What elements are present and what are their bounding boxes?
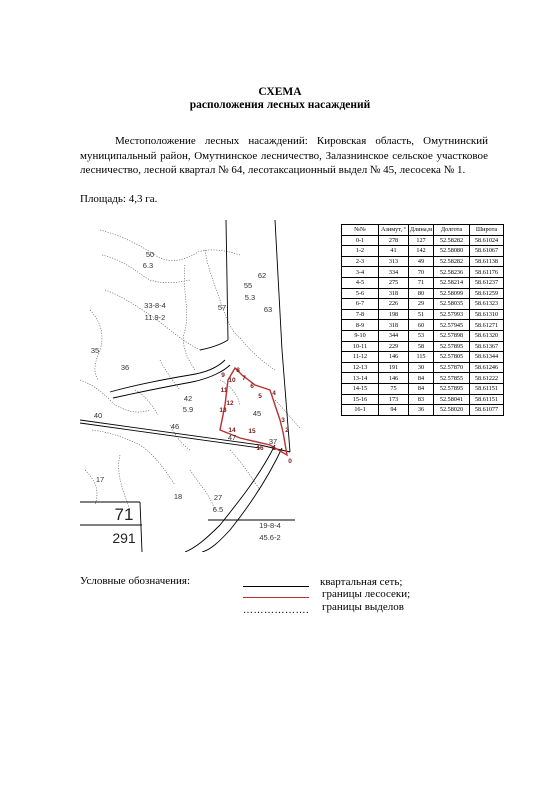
coordinates-table (341, 224, 504, 416)
cell-segment: 14-15 (342, 383, 379, 394)
table-row (342, 341, 504, 352)
table-body (342, 235, 504, 415)
map-label: 37 (268, 437, 278, 446)
map-label: 45 (252, 409, 262, 418)
cell-length: 84 (409, 383, 434, 394)
cell-segment: 10-11 (342, 341, 379, 352)
table-row (342, 267, 504, 278)
point-label: 15 (248, 428, 256, 435)
table-row (342, 277, 504, 288)
cell-latitude: 58.61323 (470, 299, 504, 310)
cell-longitude: 52.58035 (434, 299, 470, 310)
table-row (342, 299, 504, 310)
map-label: 46 (170, 422, 180, 431)
table-row (342, 362, 504, 373)
map-label: 57 (217, 303, 227, 312)
cell-azimuth: 146 (379, 373, 409, 384)
cell-segment: 15-16 (342, 394, 379, 405)
point-label: 1 (272, 445, 276, 452)
cell-latitude: 58.61246 (470, 362, 504, 373)
cell-azimuth: 344 (379, 330, 409, 341)
cell-azimuth: 275 (379, 277, 409, 288)
legend-division-boundary: границы выделов (322, 601, 404, 613)
table-row (342, 330, 504, 341)
map-label: 62 (257, 271, 267, 280)
cell-longitude: 52.58282 (434, 256, 470, 267)
map-label: 47 (227, 433, 237, 442)
cell-azimuth: 75 (379, 383, 409, 394)
cell-azimuth: 229 (379, 341, 409, 352)
header-longitude: Долгота (434, 225, 470, 236)
cell-latitude: 58.61222 (470, 373, 504, 384)
cell-latitude: 58.61367 (470, 341, 504, 352)
cell-longitude: 52.57895 (434, 383, 470, 394)
table-row (342, 352, 504, 363)
forest-plot-map (80, 220, 308, 552)
quarter-network (80, 220, 295, 552)
cell-azimuth: 334 (379, 267, 409, 278)
quarter-network-line-sample (243, 586, 309, 587)
cell-length: 84 (409, 373, 434, 384)
table-row (342, 246, 504, 257)
cell-azimuth: 198 (379, 309, 409, 320)
cell-latitude: 58.61151 (470, 394, 504, 405)
map-label: 27 (213, 493, 223, 502)
map-label: 18 (173, 492, 183, 501)
table-row (342, 256, 504, 267)
cell-longitude: 52.57895 (434, 341, 470, 352)
map-label: 40 (93, 411, 103, 420)
cell-azimuth: 318 (379, 320, 409, 331)
cell-longitude: 52.58214 (434, 277, 470, 288)
division-boundary-dots-sample: ………………. (243, 605, 309, 616)
cell-length: 30 (409, 362, 434, 373)
cell-latitude: 58.61259 (470, 288, 504, 299)
cell-longitude: 52.57805 (434, 352, 470, 363)
cell-length: 36 (409, 405, 434, 416)
table-row (342, 383, 504, 394)
point-label: 6 (250, 383, 254, 390)
cell-segment: 7-8 (342, 309, 379, 320)
map-label: 35 (90, 346, 100, 355)
cell-latitude: 58.61067 (470, 246, 504, 257)
point-label: 16 (256, 445, 264, 452)
cell-azimuth: 191 (379, 362, 409, 373)
map-label: 42 (183, 394, 193, 403)
map-label: 6.3 (142, 261, 154, 270)
map-label: 36 (120, 363, 130, 372)
cell-longitude: 52.58282 (434, 235, 470, 246)
map-label: 5.3 (244, 293, 256, 302)
quarter-area: 291 (112, 530, 136, 546)
cell-segment: 12-13 (342, 362, 379, 373)
cell-segment: 4-5 (342, 277, 379, 288)
cell-azimuth: 94 (379, 405, 409, 416)
cell-segment: 3-4 (342, 267, 379, 278)
cell-latitude: 58.61271 (470, 320, 504, 331)
point-label: 12 (226, 400, 234, 407)
point-label: 9 (221, 372, 225, 379)
cell-latitude: 58.61151 (470, 383, 504, 394)
point-label: 4 (272, 390, 276, 397)
table-row (342, 405, 504, 416)
cell-latitude: 58.61176 (470, 267, 504, 278)
cell-length: 29 (409, 299, 434, 310)
cell-length: 58 (409, 341, 434, 352)
cell-length: 83 (409, 394, 434, 405)
cell-azimuth: 318 (379, 288, 409, 299)
cell-segment: 8-9 (342, 320, 379, 331)
cell-segment: 9-10 (342, 330, 379, 341)
cell-latitude: 58.61344 (470, 352, 504, 363)
cell-length: 142 (409, 246, 434, 257)
cell-segment: 5-6 (342, 288, 379, 299)
cell-azimuth: 173 (379, 394, 409, 405)
cell-longitude: 52.58236 (434, 267, 470, 278)
map-label: 45.6-2 (259, 533, 281, 542)
cell-latitude: 58.61310 (470, 309, 504, 320)
table-row (342, 394, 504, 405)
legend-title: Условные обозначения: (80, 575, 191, 587)
cell-segment: 16-1 (342, 405, 379, 416)
map-label: 19-8-4 (259, 521, 281, 530)
point-label: 2 (285, 427, 289, 434)
cell-length: 127 (409, 235, 434, 246)
cell-latitude: 58.61024 (470, 235, 504, 246)
cell-longitude: 52.57870 (434, 362, 470, 373)
table-row (342, 235, 504, 246)
cell-length: 115 (409, 352, 434, 363)
cell-azimuth: 41 (379, 246, 409, 257)
point-label: 7 (242, 375, 246, 382)
cell-latitude: 58.61077 (470, 405, 504, 416)
area-text: Площадь: 4,3 га. (80, 193, 158, 205)
cell-segment: 6-7 (342, 299, 379, 310)
cell-segment: 2-3 (342, 256, 379, 267)
header-point: №№ (342, 225, 379, 236)
point-label: 10 (228, 377, 236, 384)
point-label: 0 (288, 458, 292, 465)
document-subtitle: расположения лесных насаждений (189, 99, 371, 111)
point-label: 8 (236, 367, 240, 374)
quarter-number: 71 (114, 505, 134, 524)
cell-length: 53 (409, 330, 434, 341)
table-row (342, 288, 504, 299)
cell-longitude: 52.58080 (434, 246, 470, 257)
legend-quarter-network: квартальная сеть; (320, 576, 403, 588)
header-latitude: Широта (470, 225, 504, 236)
cell-azimuth: 278 (379, 235, 409, 246)
point-label: 11 (220, 387, 228, 394)
map-label: 63 (263, 305, 273, 314)
map-label: 5.9 (182, 405, 194, 414)
cell-latitude: 58.61237 (470, 277, 504, 288)
cell-length: 70 (409, 267, 434, 278)
cell-segment: 11-12 (342, 352, 379, 363)
cell-azimuth: 226 (379, 299, 409, 310)
cell-segment: 0-1 (342, 235, 379, 246)
cell-length: 51 (409, 309, 434, 320)
cell-length: 71 (409, 277, 434, 288)
legend-plot-boundary: границы лесосеки; (322, 588, 411, 600)
header-azimuth: Азимут, ° (379, 225, 409, 236)
map-label: 17 (95, 475, 105, 484)
map-label: 33-8-4 (144, 301, 166, 310)
table-row (342, 320, 504, 331)
cell-longitude: 52.57855 (434, 373, 470, 384)
cell-segment: 1-2 (342, 246, 379, 257)
cell-longitude: 52.57993 (434, 309, 470, 320)
table-row (342, 373, 504, 384)
cell-longitude: 52.58020 (434, 405, 470, 416)
map-label: 50 (145, 250, 155, 259)
plot-boundary-line-sample (243, 597, 309, 598)
cell-length: 80 (409, 288, 434, 299)
location-text: Местоположение лесных насаждений: Кировская область, Омутнинский муниципальный район, Омутнинское лесничество, Залазнинское сельское участковое лесничество, лесной квартал № 64, лесотаксационный выдел № 45, лесосека № 1. (80, 135, 488, 176)
location-paragraph (80, 134, 488, 178)
cell-azimuth: 313 (379, 256, 409, 267)
cell-longitude: 52.58041 (434, 394, 470, 405)
map-label: 55 (243, 281, 253, 290)
cell-latitude: 58.61138 (470, 256, 504, 267)
point-label: 13 (219, 407, 227, 414)
table-header-row (342, 225, 504, 236)
cell-azimuth: 146 (379, 352, 409, 363)
point-label: 3 (281, 417, 285, 424)
document-title: СХЕМА (258, 86, 302, 98)
division-boundaries (80, 230, 300, 510)
table-row (342, 309, 504, 320)
cell-longitude: 52.57898 (434, 330, 470, 341)
cell-longitude: 52.58099 (434, 288, 470, 299)
cell-longitude: 52.57945 (434, 320, 470, 331)
cell-latitude: 58.61320 (470, 330, 504, 341)
map-label: 6.5 (212, 505, 224, 514)
cell-length: 60 (409, 320, 434, 331)
header-length: Длина,м (409, 226, 433, 234)
point-label: 14 (228, 427, 236, 434)
map-label: 11.9-2 (144, 313, 166, 322)
cell-segment: 13-14 (342, 373, 379, 384)
point-label: 5 (258, 393, 262, 400)
cell-length: 49 (409, 256, 434, 267)
